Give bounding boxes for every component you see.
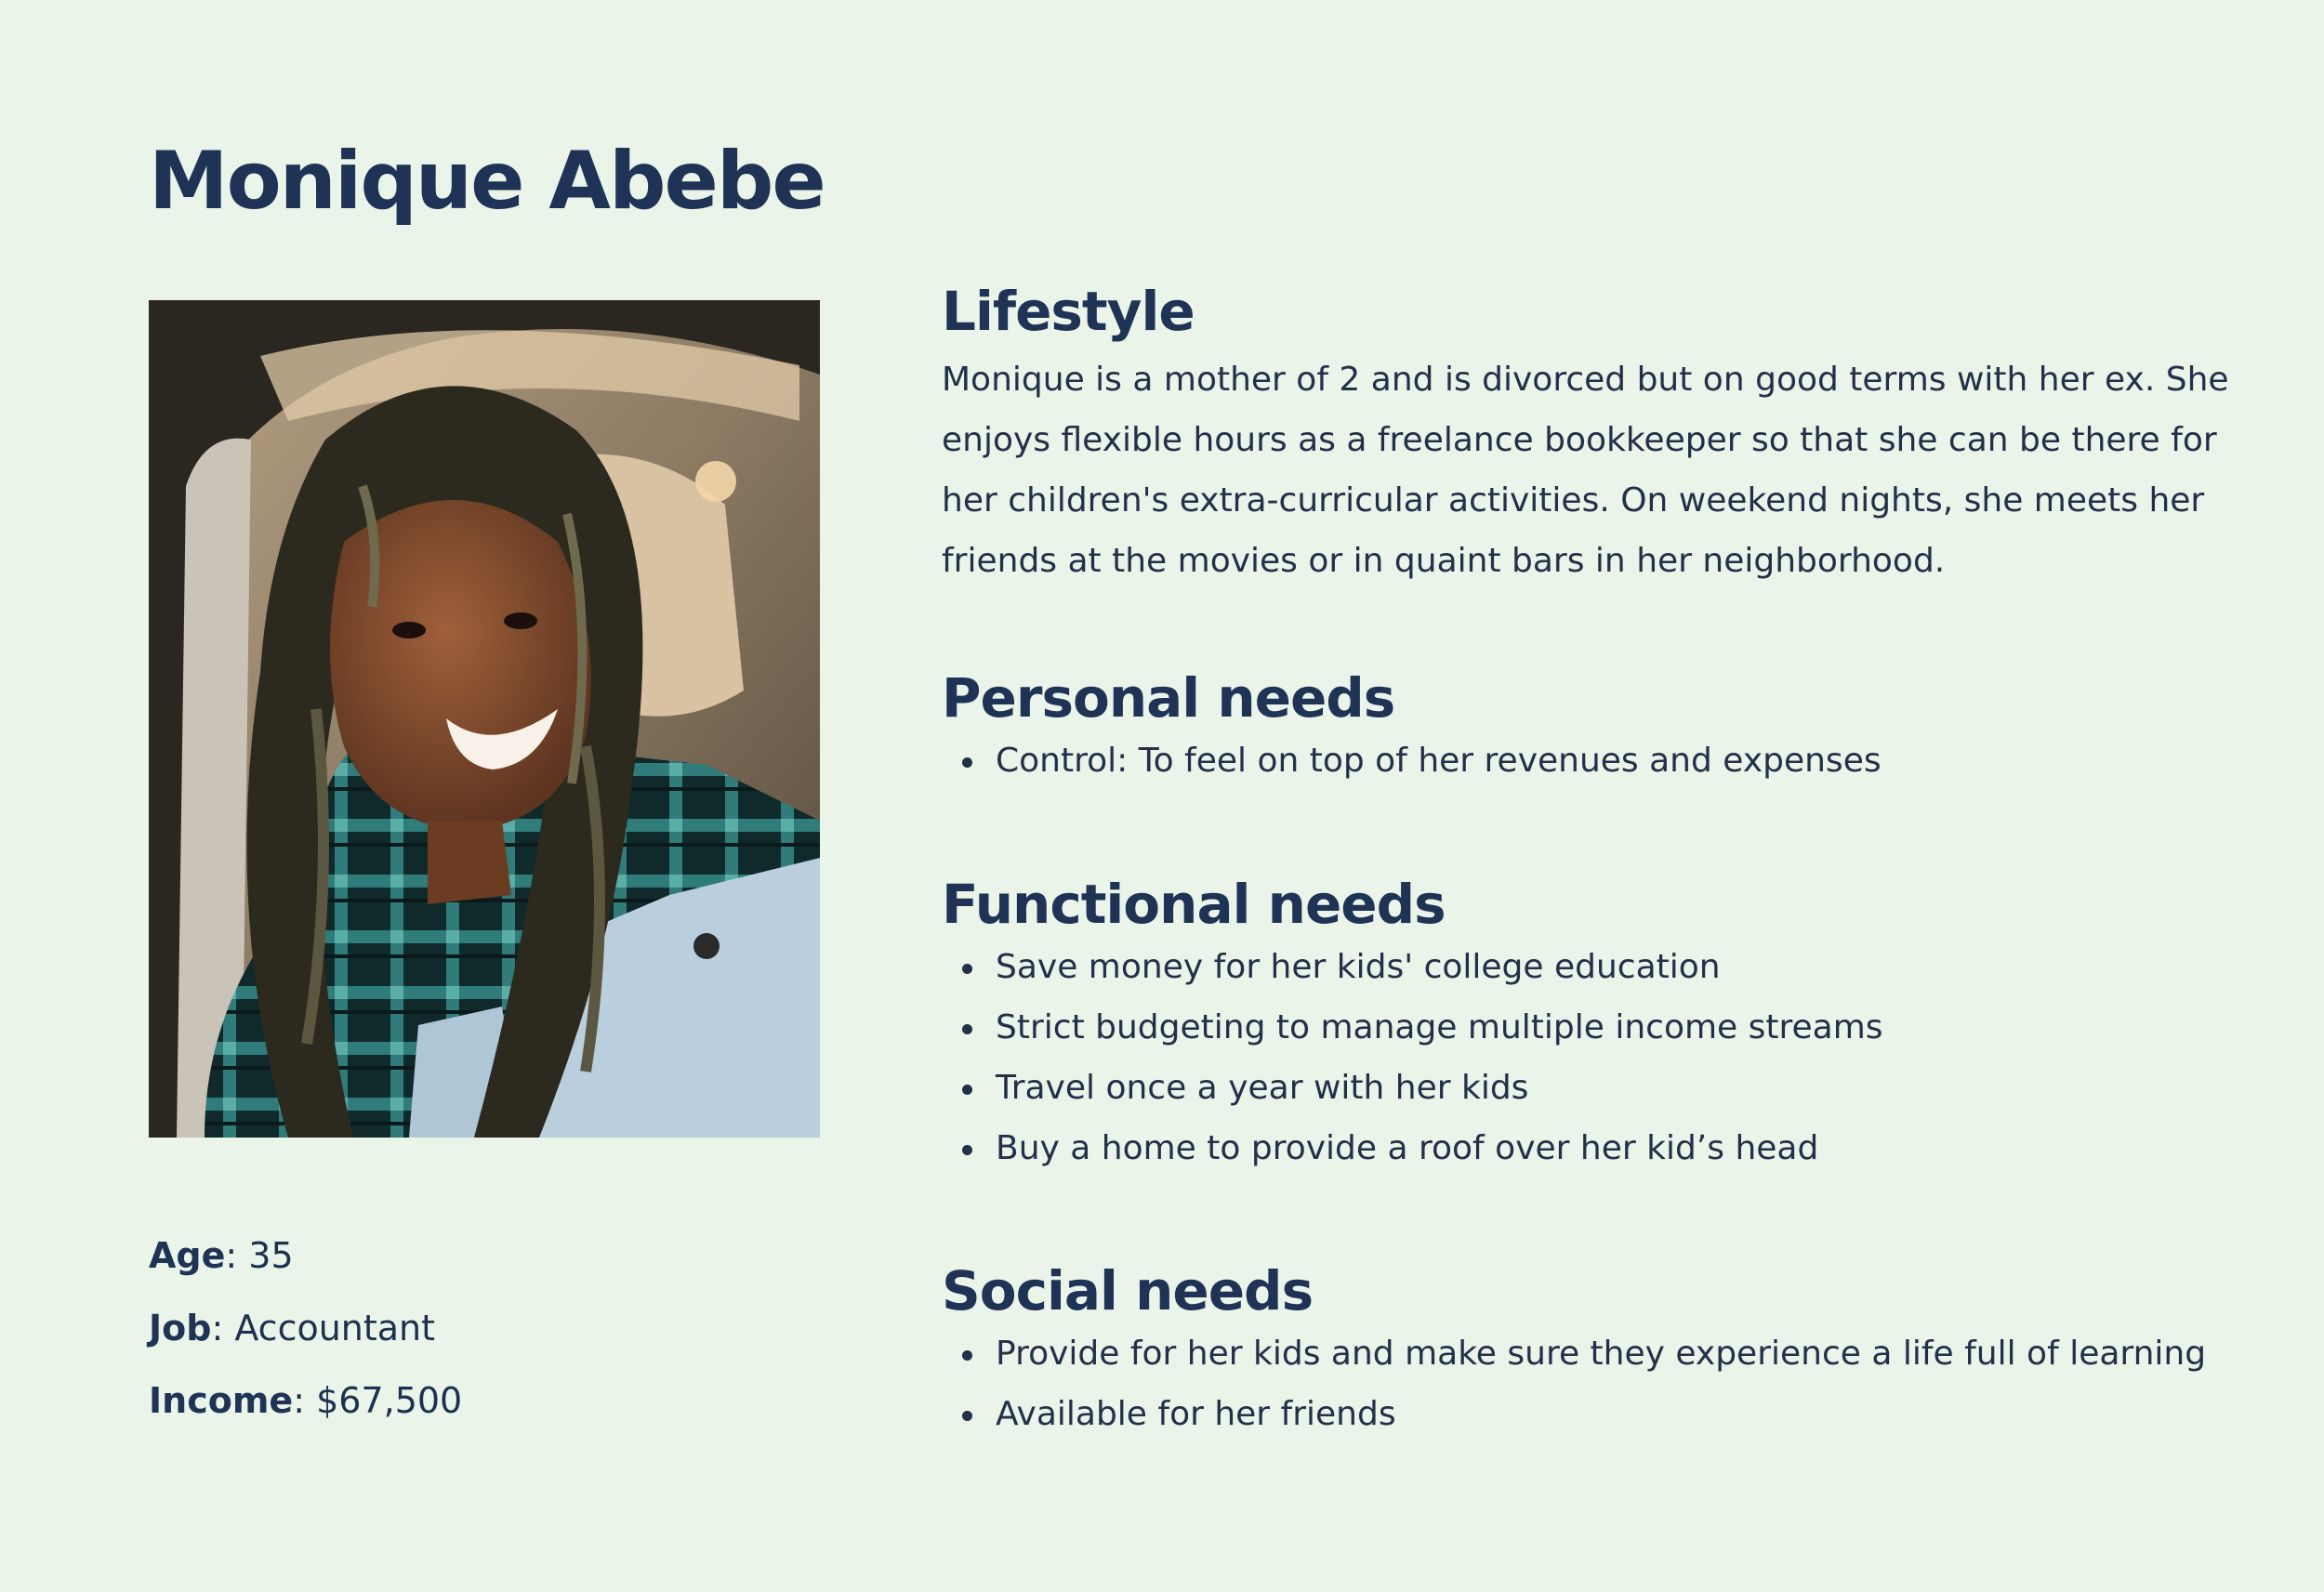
income-separator: : [293, 1380, 317, 1421]
lifestyle-heading: Lifestyle [942, 280, 1195, 343]
list-item-text: Provide for her kids and make sure they experience a life full of learning [996, 1335, 2207, 1373]
bullet-icon [962, 1411, 972, 1421]
age-value: 35 [248, 1235, 294, 1276]
bullet-icon [962, 964, 972, 974]
lifestyle-text: Monique is a mother of 2 and is divorced but on good terms with her ex. She enjoys flexible hours as a freelance bookkeeper so that she can be there for her children's extra-curricular activities. On weekend nights, she meets her friends at the movies or in quaint bars in her neighborhood. [942, 361, 2229, 580]
age-fact [149, 1235, 855, 1310]
persona-facts [149, 1235, 855, 1455]
list-item-text: Available for her friends [996, 1395, 1396, 1433]
income-label: Income [149, 1380, 294, 1421]
income-fact [149, 1380, 855, 1455]
functional-needs-heading: Functional needs [942, 873, 1446, 936]
personal-needs-heading: Personal needs [942, 666, 1395, 730]
age-separator: : [225, 1235, 249, 1276]
social-needs-list [942, 1323, 2299, 1444]
social-needs-section [942, 1259, 2299, 1444]
bullet-icon [962, 1024, 972, 1034]
social-needs-heading: Social needs [942, 1259, 1314, 1322]
list-item-text: Travel once a year with her kids [996, 1069, 1529, 1107]
persona-name: Monique Abebe [149, 135, 825, 228]
job-value: Accountant [234, 1308, 436, 1349]
job-separator: : [211, 1308, 235, 1349]
persona-photo [149, 300, 820, 1138]
list-item [942, 1384, 2299, 1444]
list-item [942, 997, 2299, 1058]
list-item-text: Control: To feel on top of her revenues and expenses [996, 742, 1882, 780]
bullet-icon [962, 757, 972, 768]
job-label: Job [149, 1308, 212, 1349]
functional-needs-list [942, 937, 2299, 1178]
lifestyle-section [942, 280, 2299, 591]
list-item [942, 730, 2299, 791]
bullet-icon [962, 1145, 972, 1155]
list-item-text: Buy a home to provide a roof over her kid’s head [996, 1129, 1819, 1167]
bullet-icon [962, 1350, 972, 1361]
list-item-text: Strict budgeting to manage multiple income streams [996, 1008, 1883, 1046]
list-item [942, 1058, 2299, 1118]
persona-photo-illustration [149, 300, 820, 1138]
personal-needs-list [942, 730, 2299, 791]
functional-needs-section [942, 873, 2299, 1178]
income-value: $67,500 [316, 1380, 463, 1421]
list-item [942, 937, 2299, 997]
bullet-icon [962, 1085, 972, 1095]
list-item [942, 1118, 2299, 1178]
personal-needs-section [942, 666, 2299, 791]
age-label: Age [149, 1235, 226, 1276]
list-item-text: Save money for her kids' college education [996, 948, 1721, 986]
job-fact [149, 1310, 855, 1383]
list-item [942, 1323, 2299, 1384]
